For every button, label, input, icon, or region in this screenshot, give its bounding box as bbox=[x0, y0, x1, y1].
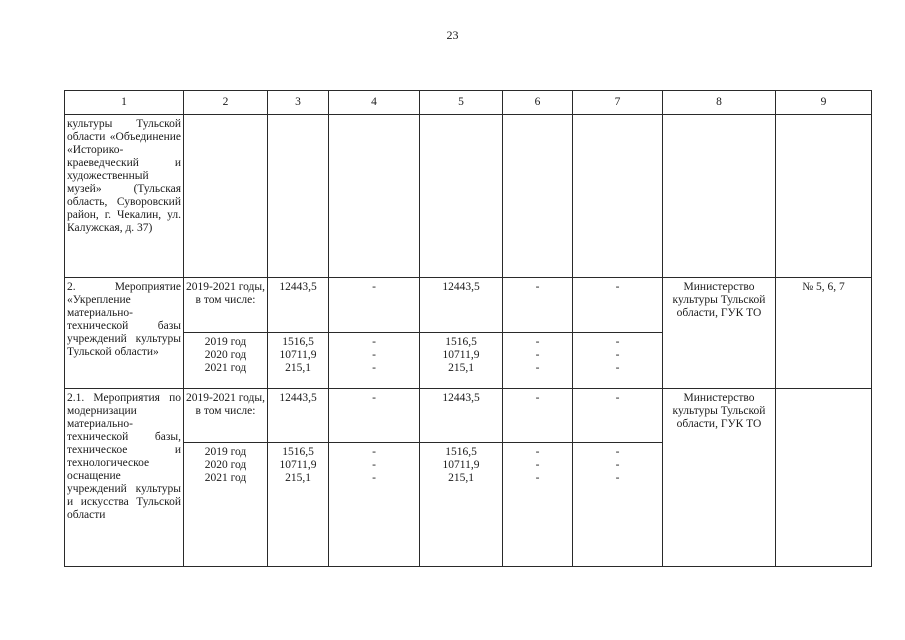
measure-2-year-2020: 2020 год bbox=[204, 349, 247, 361]
measure-2-1-total-c5: 12443,5 bbox=[420, 389, 503, 443]
value-cell: - bbox=[372, 349, 376, 361]
measure-2-description: 2. Мероприятие «Укрепление материально-технической базы учреждений культуры Тульской области» bbox=[65, 278, 184, 389]
value-cell: - bbox=[615, 446, 620, 458]
measure-2-1-total-c6: - bbox=[503, 389, 573, 443]
value-cell: - bbox=[372, 472, 376, 484]
value-cell: - bbox=[535, 336, 540, 348]
measure-2-total-c7: - bbox=[573, 278, 663, 333]
measure-2-c4-values bbox=[329, 333, 420, 389]
value-cell: 1516,5 bbox=[445, 446, 477, 458]
measure-2-1-year-2021: 2021 год bbox=[204, 472, 247, 484]
measures-table bbox=[64, 90, 872, 567]
measure-2-1-total-c7: - bbox=[573, 389, 663, 443]
measure-2-1-c7-values bbox=[573, 443, 663, 567]
header-row bbox=[65, 91, 872, 115]
value-cell: 10711,9 bbox=[442, 349, 480, 361]
measure-2-1-total-row bbox=[65, 389, 872, 443]
header-col-5: 5 bbox=[420, 91, 503, 115]
header-col-9: 9 bbox=[776, 91, 872, 115]
measure-2-year-2021: 2021 год bbox=[204, 362, 247, 374]
value-cell: - bbox=[615, 349, 620, 361]
measure-2-1-c3-values bbox=[268, 443, 329, 567]
header-col-6: 6 bbox=[503, 91, 573, 115]
measure-2-total-c3: 12443,5 bbox=[268, 278, 329, 333]
value-cell: 1516,5 bbox=[445, 336, 477, 348]
value-cell: 215,1 bbox=[285, 362, 311, 374]
value-cell: - bbox=[615, 362, 620, 374]
measure-2-executor: Министерство культуры Тульской области, ГУК ТО bbox=[663, 278, 776, 389]
header-col-1: 1 bbox=[65, 91, 184, 115]
measure-2-total-c4: - bbox=[329, 278, 420, 333]
value-cell: - bbox=[535, 472, 540, 484]
measure-2-c6-values bbox=[503, 333, 573, 389]
value-cell: - bbox=[372, 446, 376, 458]
measure-2-1-indicators bbox=[776, 389, 872, 567]
measure-2-1-executor: Министерство культуры Тульской области, ГУК ТО bbox=[663, 389, 776, 567]
measure-2-1-total-c4: - bbox=[329, 389, 420, 443]
header-col-7: 7 bbox=[573, 91, 663, 115]
value-cell: - bbox=[615, 459, 620, 471]
page-number: 23 bbox=[446, 28, 459, 42]
measure-2-c7-values bbox=[573, 333, 663, 389]
measure-2-1-year-2019: 2019 год bbox=[204, 446, 247, 458]
continued-row-description: культуры Тульской области «Объединение «Историко-краеведческий и художественный музей» (Тульская область, Суворовский район, г. Чекалин, ул. Калужская, д. 37) bbox=[65, 115, 184, 278]
value-cell: - bbox=[372, 362, 376, 374]
measure-2-1-c6-values bbox=[503, 443, 573, 567]
value-cell: 215,1 bbox=[448, 362, 474, 374]
value-cell: 10711,9 bbox=[279, 349, 317, 361]
value-cell: 215,1 bbox=[448, 472, 474, 484]
measure-2-total-c6: - bbox=[503, 278, 573, 333]
value-cell: 1516,5 bbox=[282, 446, 314, 458]
measure-2-indicators: № 5, 6, 7 bbox=[776, 278, 872, 389]
header-col-8: 8 bbox=[663, 91, 776, 115]
value-cell: - bbox=[535, 362, 540, 374]
measure-2-period: 2019-2021 годы, в том числе: bbox=[184, 278, 268, 333]
measure-2-total-c5: 12443,5 bbox=[420, 278, 503, 333]
value-cell: - bbox=[535, 349, 540, 361]
value-cell: - bbox=[372, 336, 376, 348]
measure-2-1-years bbox=[184, 443, 268, 567]
measure-2-1-year-2020: 2020 год bbox=[204, 459, 247, 471]
value-cell: - bbox=[372, 459, 376, 471]
measure-2-1-description: 2.1. Мероприятия по модернизации материально-технической базы, техническое и технологическое оснащение учреждений культуры и искусства Тульской области bbox=[65, 389, 184, 567]
value-cell: - bbox=[615, 336, 620, 348]
header-col-3: 3 bbox=[268, 91, 329, 115]
value-cell: - bbox=[535, 459, 540, 471]
value-cell: 1516,5 bbox=[282, 336, 314, 348]
measure-2-1-c4-values bbox=[329, 443, 420, 567]
measure-2-total-row bbox=[65, 278, 872, 333]
value-cell: - bbox=[535, 446, 540, 458]
measure-2-1-c5-values bbox=[420, 443, 503, 567]
measure-2-c3-values bbox=[268, 333, 329, 389]
measure-2-year-2019: 2019 год bbox=[204, 336, 247, 348]
value-cell: 10711,9 bbox=[442, 459, 480, 471]
measure-2-1-total-c3: 12443,5 bbox=[268, 389, 329, 443]
measure-2-1-period: 2019-2021 годы, в том числе: bbox=[184, 389, 268, 443]
value-cell: - bbox=[615, 472, 620, 484]
continued-row bbox=[65, 115, 872, 278]
value-cell: 215,1 bbox=[285, 472, 311, 484]
header-col-2: 2 bbox=[184, 91, 268, 115]
measure-2-c5-values bbox=[420, 333, 503, 389]
measure-2-years bbox=[184, 333, 268, 389]
value-cell: 10711,9 bbox=[279, 459, 317, 471]
header-col-4: 4 bbox=[329, 91, 420, 115]
